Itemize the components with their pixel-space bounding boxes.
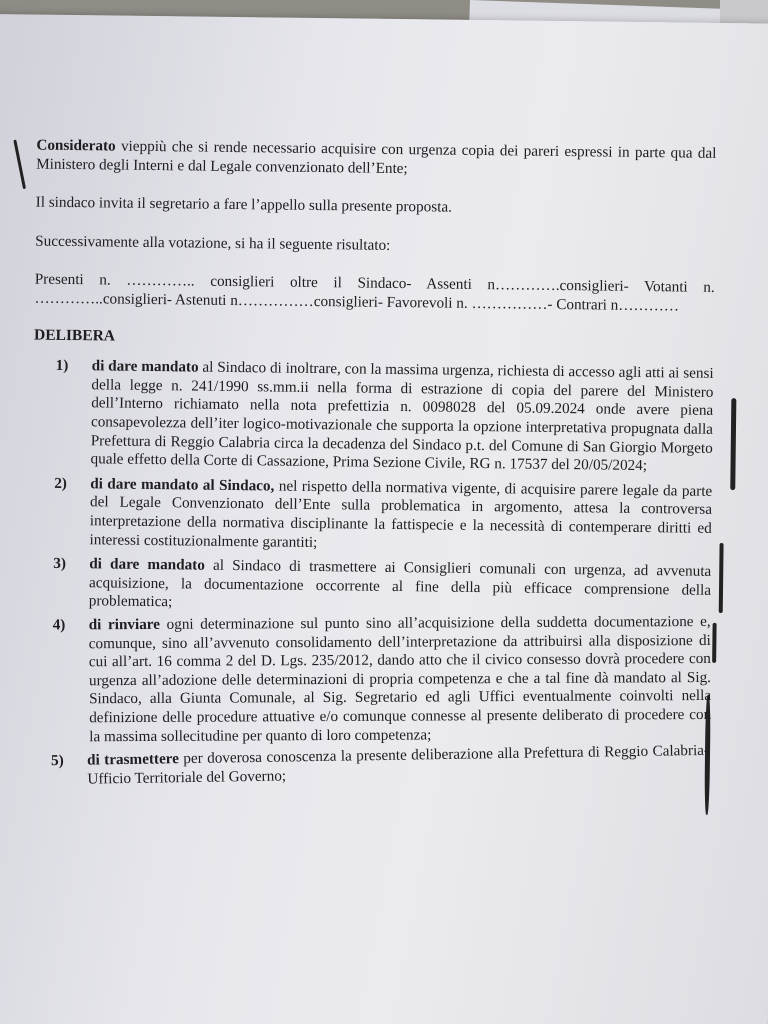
delibera-item-5 <box>29 742 710 790</box>
pen-mark-item2 <box>719 543 724 613</box>
document-page <box>0 14 768 1024</box>
item-text: per doverosa conoscenza la presente deliberazione alla Prefettura di Reggio Calabria-Ufficio Territoriale del Governo; <box>87 741 710 788</box>
item-lead: di dare mandato <box>89 555 205 574</box>
considerato-label: Considerato <box>36 136 116 155</box>
delibera-list <box>29 357 714 798</box>
item-text: nel rispetto della normativa vigente, di acquisire parere legale da parte del Legale Convenzionato dell’Ente sulla problematica in argomento, attesa la controversa interpretazione della normativa disciplinante la fattispecie e la necessità di contemperare diritti ed interessi costituzionalmente garantiti; <box>89 477 713 551</box>
delibera-item-4 <box>31 613 712 747</box>
item-number: 3) <box>53 554 67 573</box>
item-lead: di dare mandato al Sindaco, <box>90 474 275 495</box>
delibera-item-1 <box>32 357 713 477</box>
considerato-text: vieppiù che si rende necessario acquisire con urgenza copia dei pareri espressi in parte qua dal Ministero degli Interni e dal Legale convenzionato dell’Ente; <box>36 137 717 177</box>
item-text: ogni determinazione sul punto sino all’acquisizione della suddetta documentazione e, comunque, sino all’avvenuto consolidamento dell’interpretazione da attribuirsi alla disposizione di cui all’art. 16 comma 2 del D. Lgs. 235/2012, dando atto che il civico consesso dovrà procedere con urgenza all’adozione delle determinazioni di propria competenza e che a tal fine dà mandato al Sig. Sindaco, alla Giunta Comunale, al Sig. Segretario ed agli Uffici eventualmente coinvolti nella definizione delle procedure attuative e/o comunque connesse al presente deliberato di procedere con la massima sollecitudine per quanto di loro competenza; <box>88 612 712 745</box>
item-number: 1) <box>55 356 69 375</box>
delibera-item-3 <box>31 555 712 619</box>
document-body <box>28 137 716 804</box>
item-text: al Sindaco di trasmettere ai Consiglieri comunali con urgenza, ad avvenuta acquisizione, la documentazione occorrente al fine della più efficace comprensione della problematica; <box>88 556 712 611</box>
item-lead: di rinviare <box>88 615 161 634</box>
presenti-paragraph: Presenti n. ………….. consiglieri oltre il Sindaco- Assenti n………….consiglieri- Votanti n. …………..consiglieri- Astenuti n……………consiglieri- Favorevoli n. ……………- Contrari n………… <box>34 270 715 315</box>
item-lead: di dare mandato <box>91 357 199 376</box>
sindaco-line: Il sindaco invita il segretario a fare l’appello sulla presente proposta. <box>35 193 453 216</box>
votazione-line: Successivamente alla votazione, si ha il seguente risultato: <box>35 232 391 254</box>
item-text: al Sindaco di inoltrare, con la massima urgenza, richiesta di accesso agli atti ai sensi della legge n. 241/1990 ss.mm.ii nella forma di estrazione di copia del parere del Ministero dell’Interno richiamato nella nota prefettizia n. 0098028 del 05.09.2024 onde avere piena consapevolezza dell’iter logico-motivazionale che supporta la opzione interpretativa propugnata dalla Prefettura di Reggio Calabria circa la decadenza del Sindaco p.t. del Comune di San Giorgio Morgeto quale effetto della Corte di Cassazione, Prima Sezione Civile, RG n. 17537 del 20/05/2024; <box>90 358 714 475</box>
pen-mark-item1 <box>730 398 736 490</box>
delibera-heading: DELIBERA <box>33 326 116 345</box>
pen-mark-left <box>13 140 26 190</box>
pen-mark-item3 <box>712 623 716 663</box>
delibera-item-2 <box>31 474 712 557</box>
item-number: 5) <box>50 752 64 770</box>
item-number: 2) <box>54 474 68 492</box>
item-number: 4) <box>52 616 66 634</box>
item-lead: di trasmettere <box>86 750 180 769</box>
